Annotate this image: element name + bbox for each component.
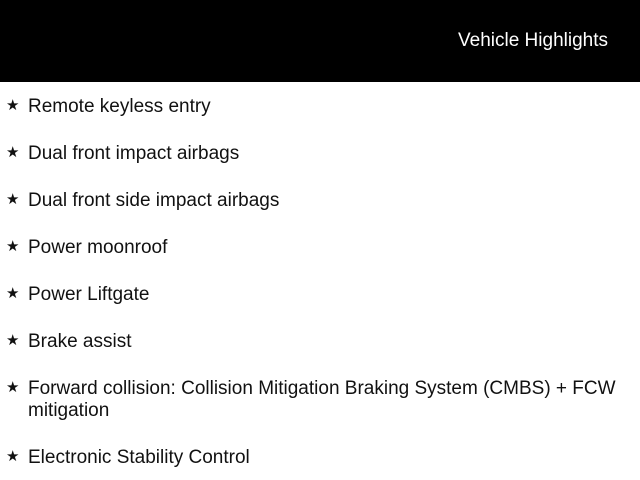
star-icon: ★: [6, 238, 20, 255]
star-icon: ★: [6, 191, 20, 208]
highlight-text: Dual front side impact airbags: [28, 190, 280, 211]
highlight-text: Power moonroof: [28, 237, 168, 258]
list-item: [0, 331, 640, 353]
star-icon: ★: [6, 332, 20, 349]
highlights-list: [0, 82, 640, 469]
highlight-text: Brake assist: [28, 331, 132, 352]
list-item: [0, 143, 640, 165]
list-item: [0, 447, 640, 469]
star-icon: ★: [6, 97, 20, 114]
star-icon: ★: [6, 379, 20, 396]
highlight-text: Forward collision: Collision Mitigation Braking System (CMBS) + FCW mitigation: [28, 378, 616, 421]
list-item: [0, 96, 640, 118]
highlight-text: Power Liftgate: [28, 284, 150, 305]
list-item: [0, 284, 640, 306]
star-icon: ★: [6, 144, 20, 161]
list-item: [0, 190, 640, 212]
star-icon: ★: [6, 285, 20, 302]
highlight-text: Remote keyless entry: [28, 96, 211, 117]
page-title: Vehicle Highlights: [458, 30, 608, 51]
list-item: [0, 237, 640, 259]
highlight-text: Dual front impact airbags: [28, 143, 240, 164]
star-icon: ★: [6, 448, 20, 465]
header-bar: [0, 0, 640, 82]
list-item: [0, 378, 640, 422]
highlight-text: Electronic Stability Control: [28, 447, 250, 468]
